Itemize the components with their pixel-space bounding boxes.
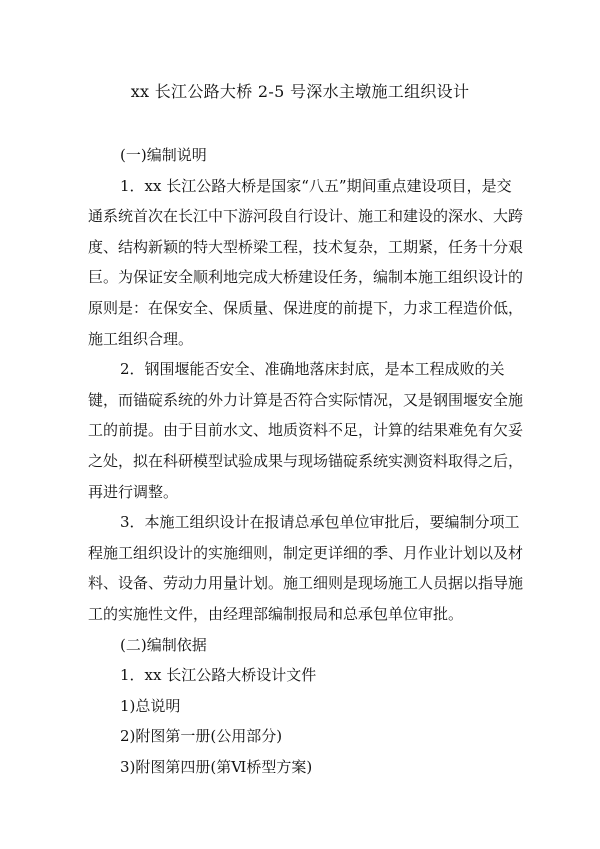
section-heading-1: (一)编制说明 xyxy=(120,146,207,164)
section-heading-2: (二)编制依据 xyxy=(120,635,207,654)
paragraph-3: 3．本施工组织设计在报请总承包单位审批后，要编制分项工程施工组织设计的实施细则，制定更详细的季、月作业计划以及材料、设备、劳动力用量计划。施工细则是现场施工人员据以指导施工的实施性文件，由经理部编制报局和总承包单位审批。 xyxy=(88,513,524,623)
paragraph-1: 1．xx 长江公路大桥是国家“八五”期间重点建设项目，是交通系统首次在长江中下游河段自行设计、施工和建设的深水、大跨度、结构新颖的特大型桥梁工程，技术复杂，工期紧，任务十分艰巨。为保证安全顺利地完成大桥建设任务，编制本施工组织设计的原则是：在保安全、保质量、保进度的前提下，力求工程造价低，施工组织合理。 xyxy=(88,176,524,348)
document-title: xx 长江公路大桥 2-5 号深水主墩施工组织设计 xyxy=(130,82,470,101)
list-item-2: 1)总说明 xyxy=(120,696,181,715)
document-body xyxy=(88,140,524,782)
paragraph-2: 2．钢围堰能否安全、准确地落床封底，是本工程成败的关键，而锚碇系统的外力计算是否符合实际情况，又是钢围堰安全施工的前提。由于目前水文、地质资料不足，计算的结果难免有欠妥之处，拟在科研模型试验成果与现场锚碇系统实测资料取得之后，再进行调整。 xyxy=(88,360,524,501)
list-item-4: 3)附图第四册(第Ⅵ桥型方案) xyxy=(120,757,313,776)
list-item-3: 2)附图第一册(公用部分) xyxy=(120,727,283,746)
list-item-1: 1．xx 长江公路大桥设计文件 xyxy=(120,666,317,685)
